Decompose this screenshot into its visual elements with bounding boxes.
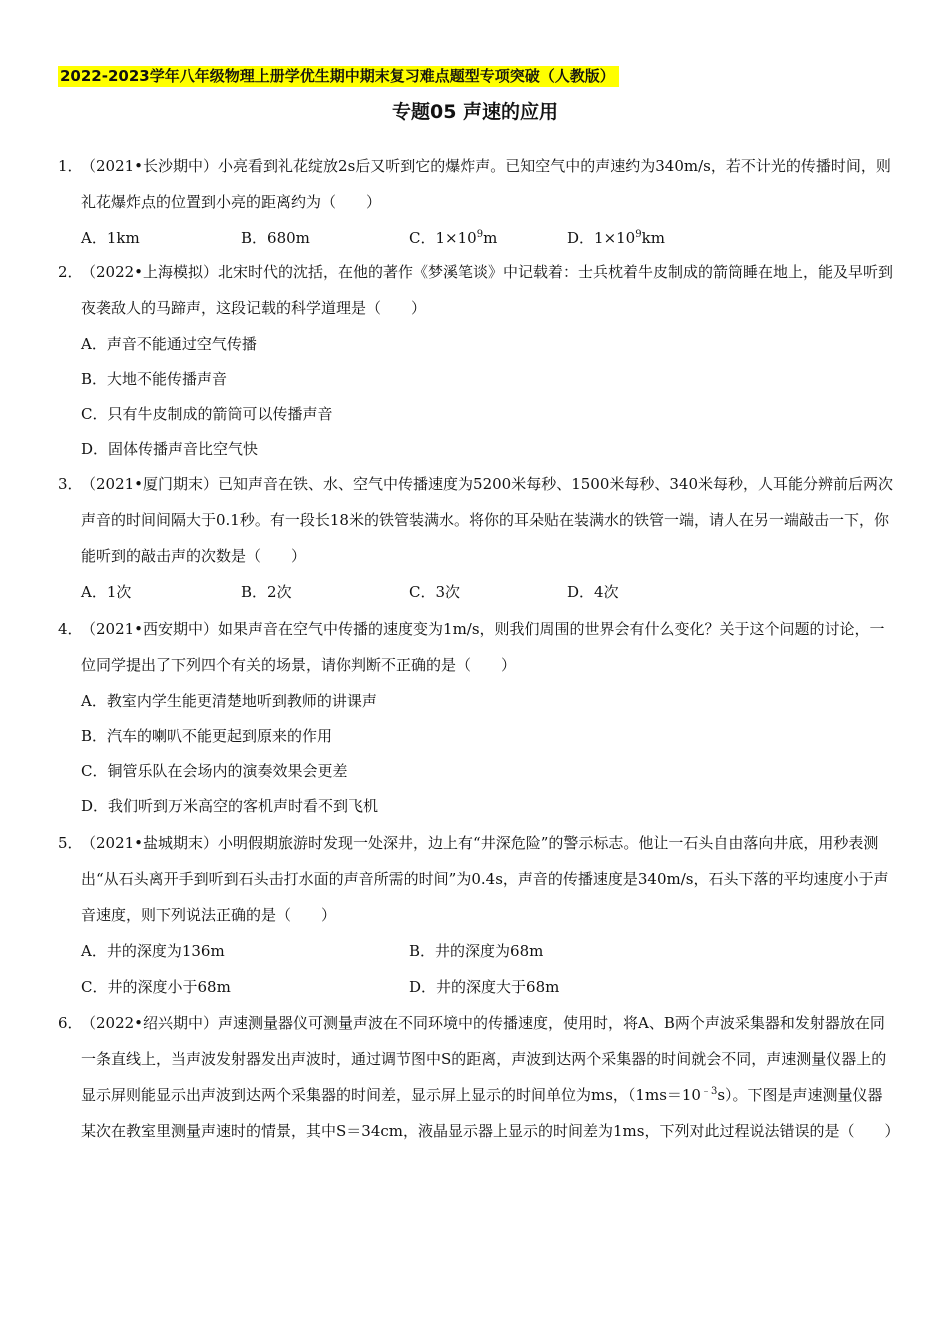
- option-b: B．汽车的喇叭不能更起到原来的作用: [81, 727, 333, 745]
- question-5: [58, 825, 896, 1005]
- question-number: 2．: [58, 263, 83, 281]
- option-c: C．3次: [409, 583, 461, 601]
- option-c: C．铜管乐队在会场内的演奏效果会更差: [81, 762, 348, 780]
- document-header: 2022-2023学年八年级物理上册学优生期中期末复习难点题型专项突破（人教版）: [58, 66, 619, 87]
- question-stem: （2022•上海模拟）北宋时代的沈括，在他的著作《梦溪笔谈》中记载着：士兵枕着牛皮制成的箭筒睡在地上，能及早听到夜袭敌人的马蹄声，这段记载的科学道理是（ ）: [81, 263, 894, 317]
- question-number: 6．: [58, 1014, 83, 1032]
- option-d: D．我们听到万米高空的客机声时看不到飞机: [81, 797, 379, 815]
- question-stem: （2021•厦门期末）已知声音在铁、水、空气中传播速度为5200米每秒、1500米每秒、340米每秒，人耳能分辨前后两次声音的时间间隔大于0.1秒。有一段长18米的铁管装满水。将你的耳朵贴在装满水的铁管一端，请人在另一端敲击一下，你能听到的敲击声的次数是（ ）: [81, 475, 894, 565]
- option-a: A．教室内学生能更清楚地听到教师的讲课声: [81, 692, 377, 710]
- options-row: [81, 933, 896, 969]
- question-3: [58, 466, 896, 610]
- option-a: A．1次: [81, 583, 132, 601]
- option-d: D．固体传播声音比空气快: [81, 440, 259, 458]
- option-c-base: C．1×10: [409, 229, 477, 247]
- option-d: D．井的深度大于68m: [409, 978, 560, 996]
- option-c: [409, 220, 497, 256]
- options-row: [81, 574, 896, 610]
- option-b: B．大地不能传播声音: [81, 370, 228, 388]
- question-stem-part-2: s）。下图是声速测量仪器某次在教室里测量声速时的情景，其中S＝34cm，液晶显示器上显示的时间差为1ms，下列对此过程说法错误的是（ ）: [81, 1086, 900, 1140]
- options-row: [81, 220, 896, 256]
- question-1: [58, 148, 896, 256]
- option-c: C．只有牛皮制成的箭筒可以传播声音: [81, 405, 333, 423]
- question-stem-part-1: （2022•绍兴期中）声速测量器仪可测量声波在不同环境中的传播速度，使用时，将A、B两个声波采集器和发射器放在同一条直线上，当声波发射器发出声波时，通过调节图中S的距离，声波到达两个采集器的时间就会不同，声速测量仪器上的显示屏则能显示出声波到达两个采集器的时间差，显示屏上显示的时间单位为ms，（1ms＝10: [81, 1014, 887, 1104]
- option-d: [567, 220, 665, 256]
- question-number: 5．: [58, 834, 83, 852]
- question-4: [58, 611, 896, 823]
- question-stem: （2021•盐城期末）小明假期旅游时发现一处深井，边上有“井深危险”的警示标志。他让一石头自由落向井底，用秒表测出“从石头离开手到听到石头击打水面的声音所需的时间”为0.4s，声音的传播速度是340m/s，石头下落的平均速度小于声音速度，则下列说法正确的是（ ）: [81, 834, 889, 924]
- question-6: [58, 1005, 900, 1149]
- option-d-unit: km: [641, 229, 665, 247]
- question-stem: （2021•长沙期中）小亮看到礼花绽放2s后又听到它的爆炸声。已知空气中的声速约为340m/s，若不计光的传播时间，则礼花爆炸点的位置到小亮的距离约为（ ）: [81, 157, 891, 211]
- option-c-exponent: 9: [476, 229, 484, 240]
- question-number: 3．: [58, 475, 83, 493]
- exponent: ﹣3: [700, 1086, 718, 1097]
- question-number: 4．: [58, 620, 83, 638]
- option-d: D．4次: [567, 583, 619, 601]
- option-d-base: D．1×10: [567, 229, 636, 247]
- option-a: A．1km: [81, 229, 140, 247]
- option-b: B．680m: [241, 229, 310, 247]
- option-a: A．井的深度为136m: [81, 942, 225, 960]
- option-b: B．2次: [241, 583, 292, 601]
- option-d-exponent: 9: [635, 229, 642, 240]
- page-title: 专题05 声速的应用: [391, 101, 559, 123]
- question-2: [58, 254, 896, 466]
- option-a: A．声音不能通过空气传播: [81, 335, 257, 353]
- question-stem: [81, 1005, 900, 1149]
- option-b: B．井的深度为68m: [409, 942, 544, 960]
- question-number: 1．: [58, 157, 83, 175]
- option-c: C．井的深度小于68m: [81, 978, 231, 996]
- option-c-unit: m: [483, 229, 498, 247]
- question-stem: （2021•西安期中）如果声音在空气中传播的速度变为1m/s，则我们周围的世界会有什么变化？关于这个问题的讨论，一位同学提出了下列四个有关的场景，请你判断不正确的是（ ）: [81, 620, 885, 674]
- options-row: [81, 969, 896, 1005]
